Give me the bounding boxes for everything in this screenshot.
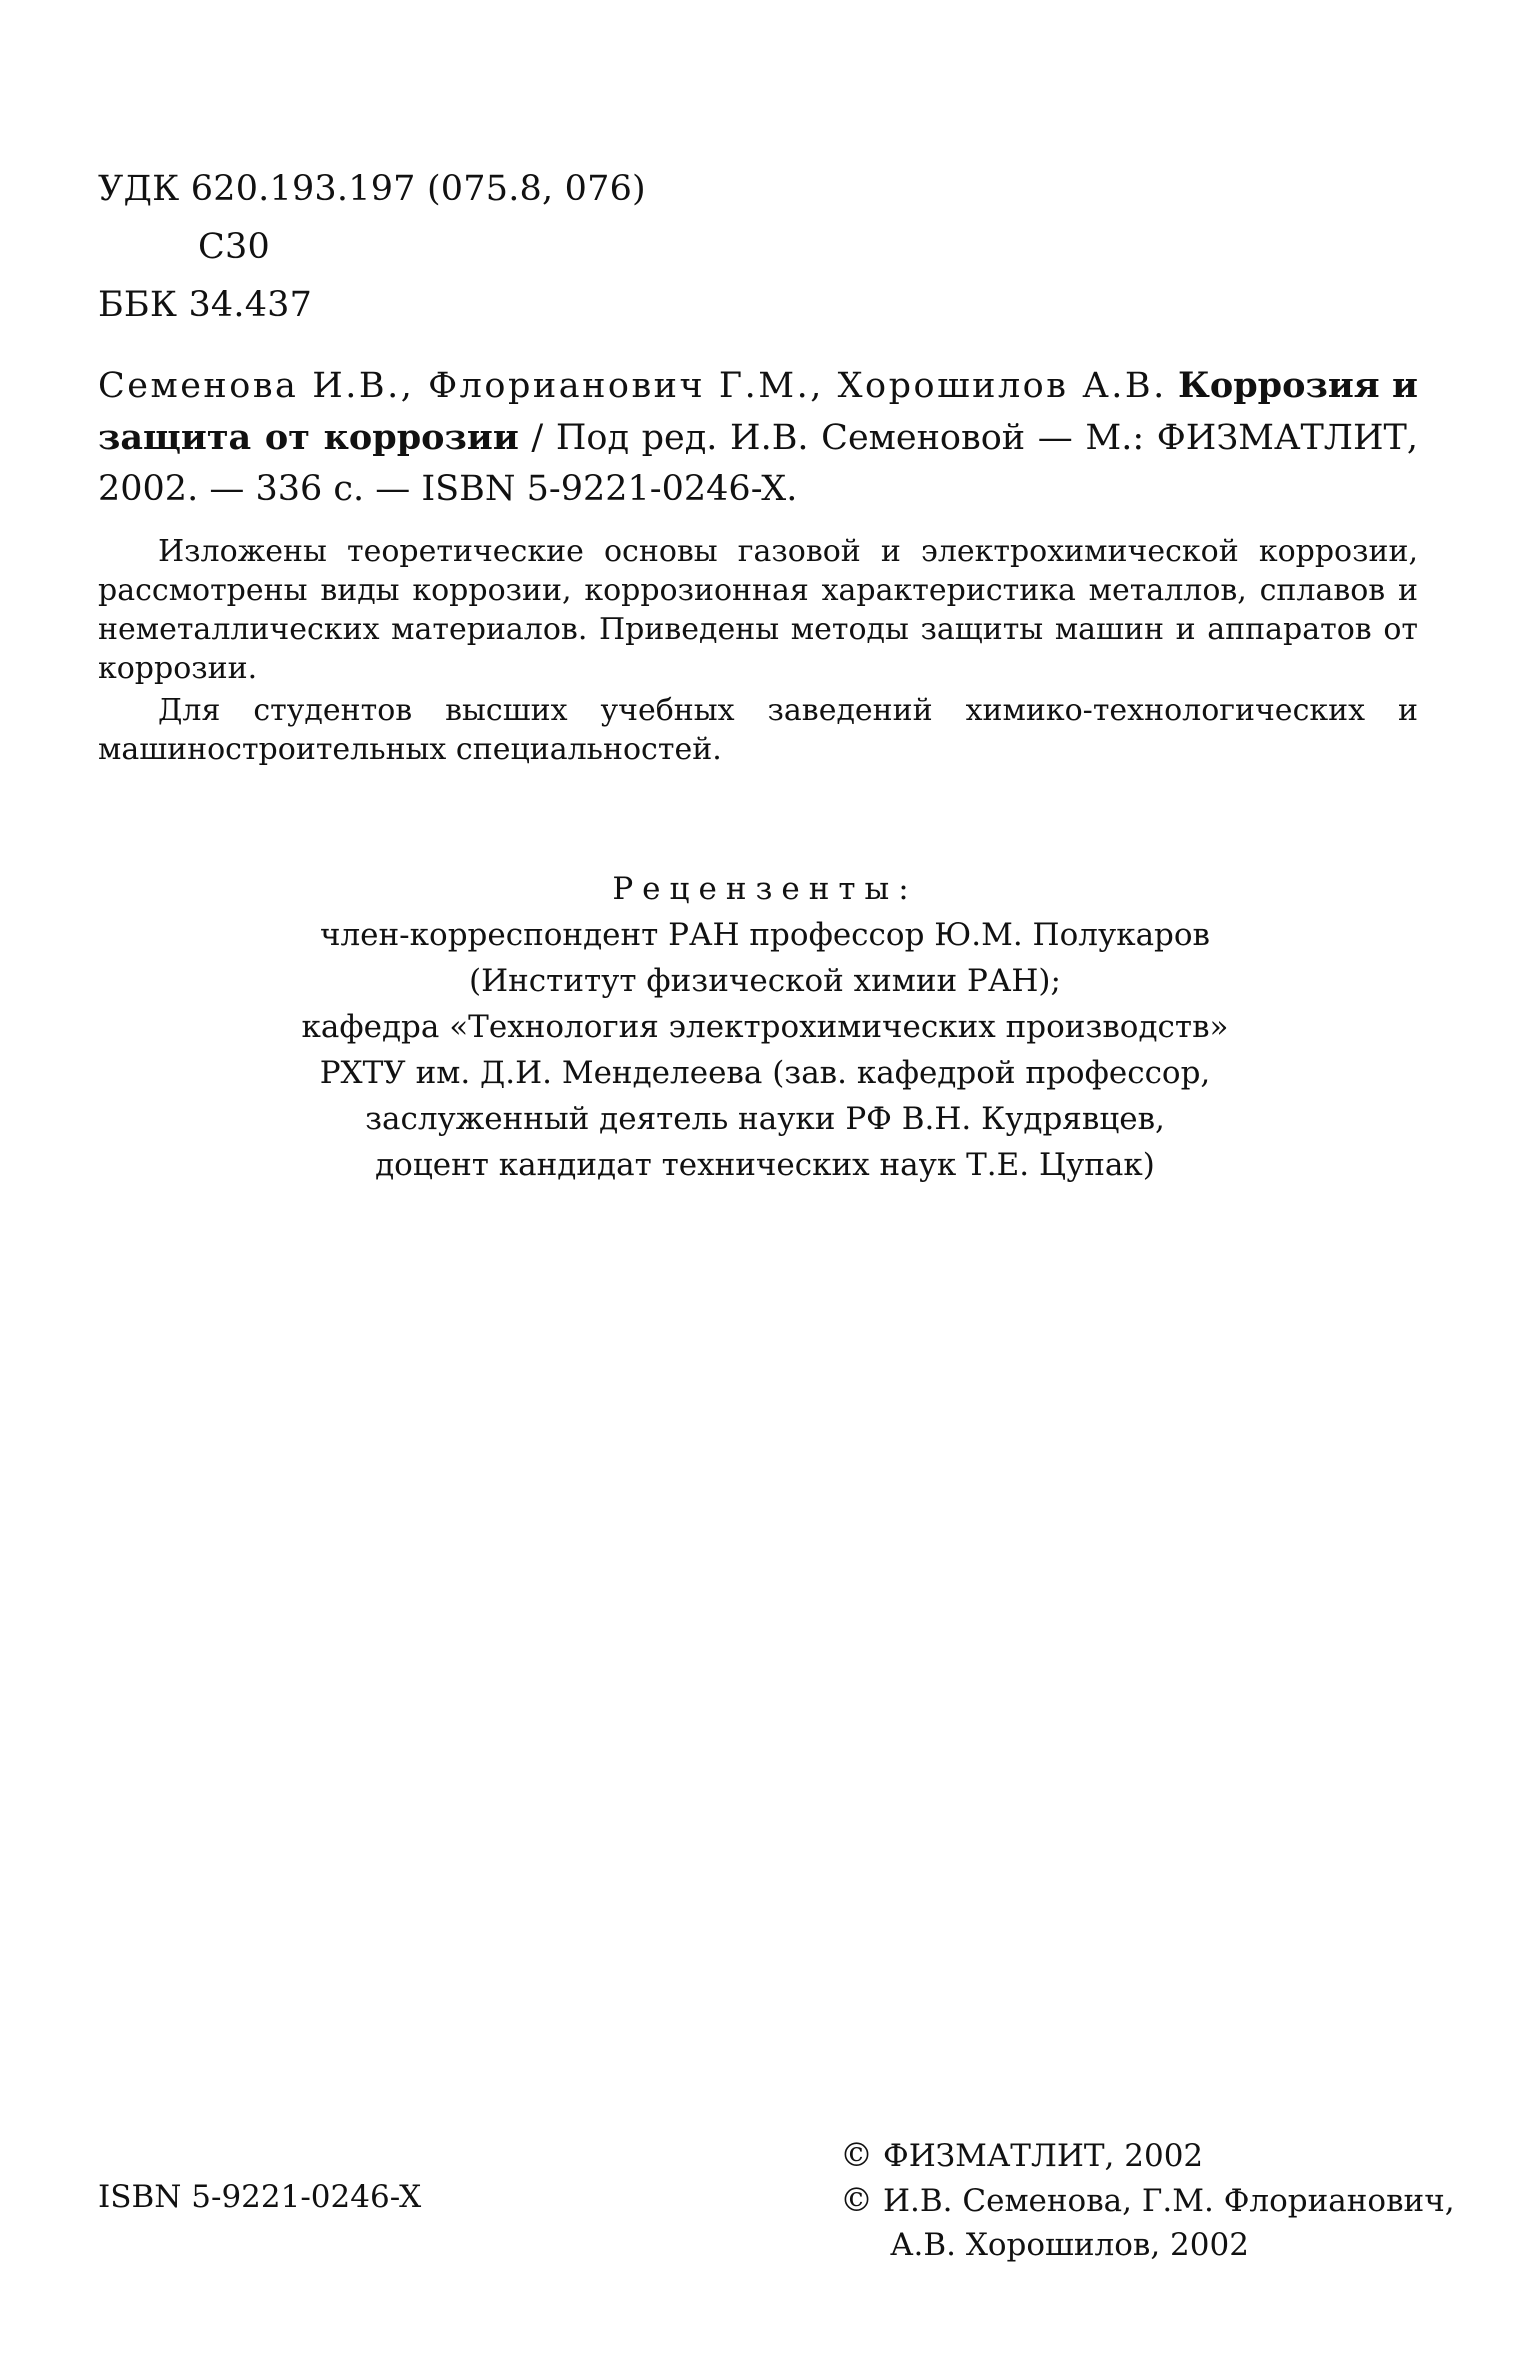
copyright-line xyxy=(840,2178,1455,2223)
reviewer-line: кафедра «Технология электрохимических производств» xyxy=(301,1009,1229,1045)
citation-authors: Семенова И.В., Флорианович Г.М., Хорошилов А.В. xyxy=(98,366,1167,406)
footer-isbn: ISBN 5-9221-0246-X xyxy=(98,2179,422,2215)
abstract-paragraph: Для студентов высших учебных заведений химико-технологических и машиностроительных специальностей. xyxy=(98,693,1418,767)
reviewer-line: РХТУ им. Д.И. Менделеева (зав. кафедрой профессор, xyxy=(319,1055,1211,1091)
reviewer-line: заслуженный деятель науки РФ В.Н. Кудрявцев, xyxy=(365,1101,1165,1137)
copyright-holder: ФИЗМАТЛИТ, 2002 xyxy=(883,2138,1204,2174)
reviewer-line: член-корреспондент РАН профессор Ю.М. Полукаров xyxy=(319,917,1211,953)
bibliographic-citation xyxy=(98,360,1418,515)
copyright-block xyxy=(840,2133,1455,2267)
copyright-icon: © xyxy=(840,2180,873,2219)
copyright-icon: © xyxy=(840,2135,873,2174)
abstract-paragraph: Изложены теоретические основы газовой и электрохимической коррозии, рассмотрены виды коррозии, коррозионная характеристика металлов, сплавов и неметаллических материалов. Приведены методы защиты машин и аппаратов от коррозии. xyxy=(98,534,1418,686)
abstract xyxy=(98,532,1418,769)
reviewers-block xyxy=(200,866,1330,1188)
udk-code: УДК 620.193.197 (075.8, 076) xyxy=(98,169,646,209)
classification-block xyxy=(98,160,646,334)
citation-details: / Под ред. И.В. Семеновой — М.: ФИЗМАТЛИТ, 2002. — 336 с. — ISBN 5-9221-0246-X. xyxy=(98,418,1419,509)
reviewers-heading: Рецензенты: xyxy=(612,871,918,907)
copyright-holder: И.В. Семенова, Г.М. Флорианович, xyxy=(883,2183,1455,2219)
author-mark: С30 xyxy=(198,227,270,267)
copyright-line xyxy=(840,2133,1455,2178)
citation-title: Коррозия и защита от коррозии xyxy=(98,365,1418,458)
reviewer-line: (Институт физической химии РАН); xyxy=(469,963,1061,999)
reviewer-line: доцент кандидат технических наук Т.Е. Цупак) xyxy=(375,1147,1155,1183)
bbk-code: ББК 34.437 xyxy=(98,285,313,325)
copyright-continuation: А.В. Хорошилов, 2002 xyxy=(890,2227,1249,2263)
